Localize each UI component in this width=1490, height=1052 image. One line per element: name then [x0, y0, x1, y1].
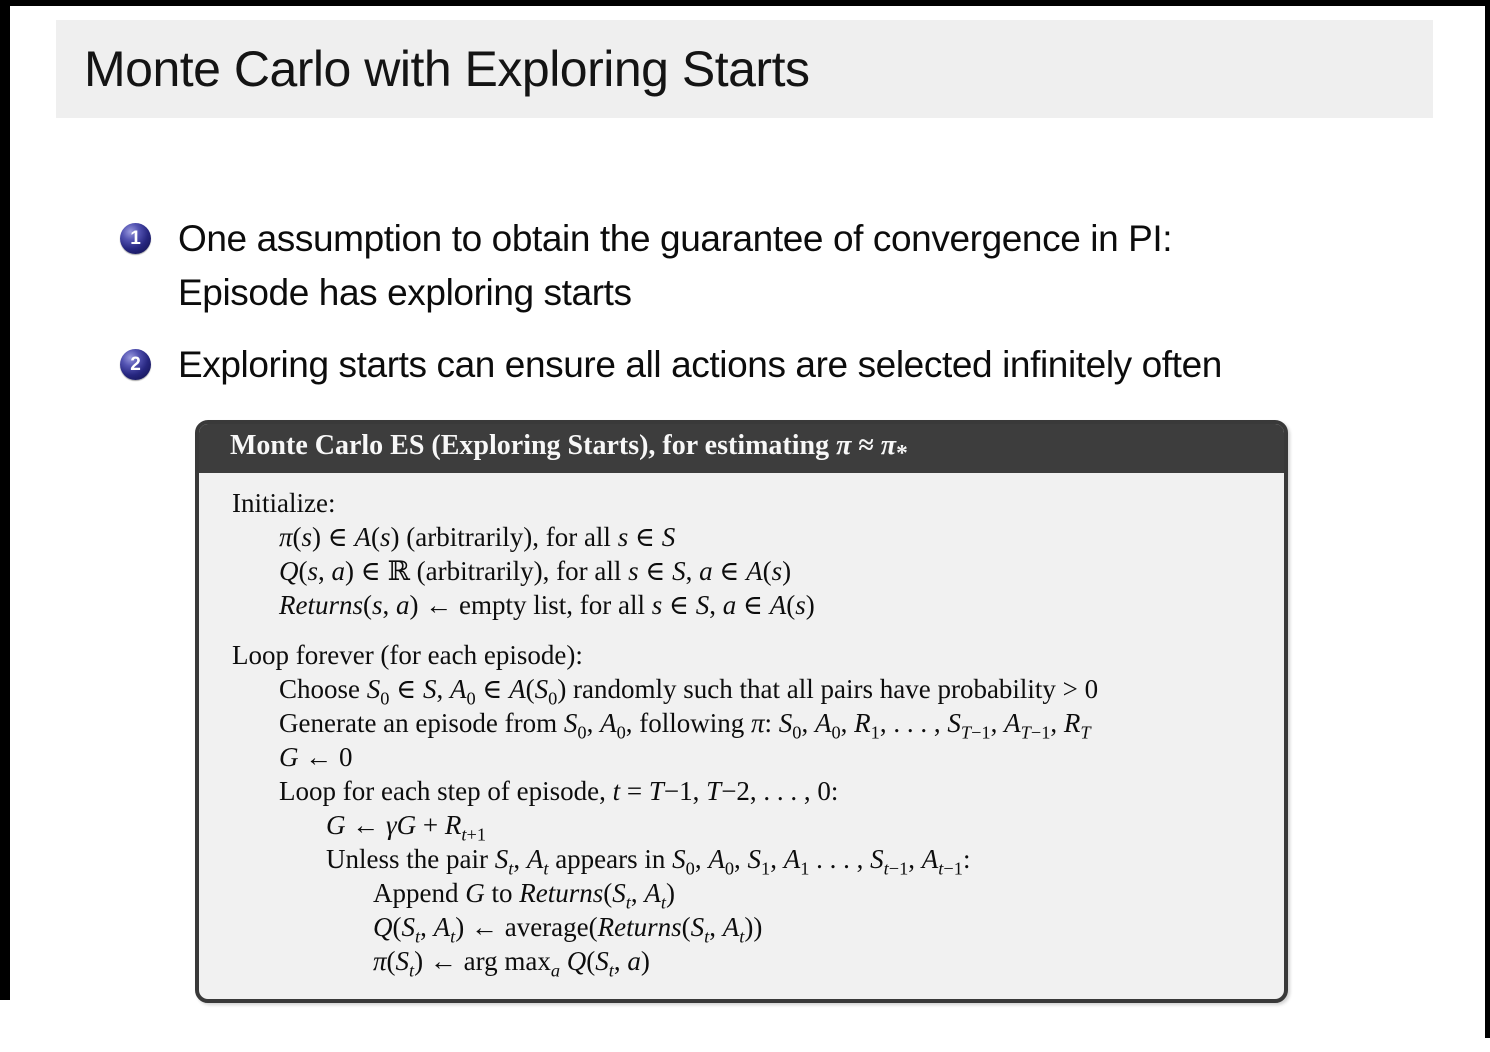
algorithm-block-header	[199, 424, 1284, 473]
algorithm-line: Choose $S_0$ ∈ S, $A_0$ ∈ $A(S_0)$ randomly such that all pairs have probability > 0	[279, 674, 1099, 709]
bullet-list	[120, 212, 1420, 410]
algorithm-line: Unless the pair $S_t$, $A_t$ appears in $S_0$, $A_0$, $S_1$, $A_1$ . . . , $S_{t-1}$, $A_{t-1}$:	[326, 844, 971, 879]
bullet-text-line: One assumption to obtain the guarantee of convergence in PI:	[178, 218, 1173, 259]
bullet-number: 1	[130, 228, 141, 249]
algorithm-line: Initialize:	[232, 488, 336, 518]
algorithm-line: Generate an episode from $S_0$, $A_0$, following π: $S_0$, $A_0$, $R_1$, . . . , $S_{T-1}$, $A_{T-1}$, $R_T$	[279, 708, 1091, 743]
bullet-text-line: Episode has exploring starts	[178, 272, 632, 313]
algorithm-line: G ← 0	[279, 742, 353, 772]
page-frame-top	[0, 0, 1490, 6]
bullet-number-badge	[120, 349, 151, 380]
algorithm-line: Q(s, a) ∈ ℝ (arbitrarily), for all s ∈ S, a ∈ A(s)	[279, 556, 792, 586]
bullet-number-badge	[120, 223, 151, 254]
algorithm-line: Append G to $Returns(S_t$, $A_t$)	[373, 878, 675, 913]
page-frame-left	[0, 0, 10, 1000]
title-bar	[56, 20, 1433, 118]
algorithm-line: Loop forever (for each episode):	[232, 640, 583, 670]
algorithm-block	[195, 420, 1288, 1003]
page-title: Monte Carlo with Exploring Starts	[84, 41, 810, 97]
algorithm-line: π(s) ∈ A(s) (arbitrarily), for all s ∈ S	[279, 522, 676, 552]
algorithm-line: Returns(s, a) ← empty list, for all s ∈ S, a ∈ A(s)	[279, 590, 815, 620]
bullet-text-line: Exploring starts can ensure all actions are selected infinitely often	[178, 344, 1222, 385]
algorithm-body	[199, 473, 1284, 981]
bullet-item-2	[120, 338, 1420, 392]
bullet-text	[178, 212, 1172, 320]
algorithm-block-title: Monte Carlo ES (Exploring Starts), for estimating $\pi \approx \pi_*$	[230, 429, 908, 467]
page-frame-right	[1485, 0, 1490, 1038]
algorithm-line: G ← $\gamma G + R_{t+1}$	[326, 810, 487, 845]
bullet-item-1	[120, 212, 1420, 320]
bullet-text	[178, 338, 1222, 392]
bullet-number: 2	[130, 354, 141, 375]
algorithm-line: $Q(S_t$, $A_t$) ← $average(Returns(S_t$, $A_t$))	[373, 912, 763, 947]
algorithm-line: Loop for each step of episode, t = T−1, T−2, . . . , 0:	[279, 776, 839, 806]
algorithm-line: $\pi(S_t)$ ← arg $\max_a Q(S_t$, a)	[373, 946, 650, 981]
